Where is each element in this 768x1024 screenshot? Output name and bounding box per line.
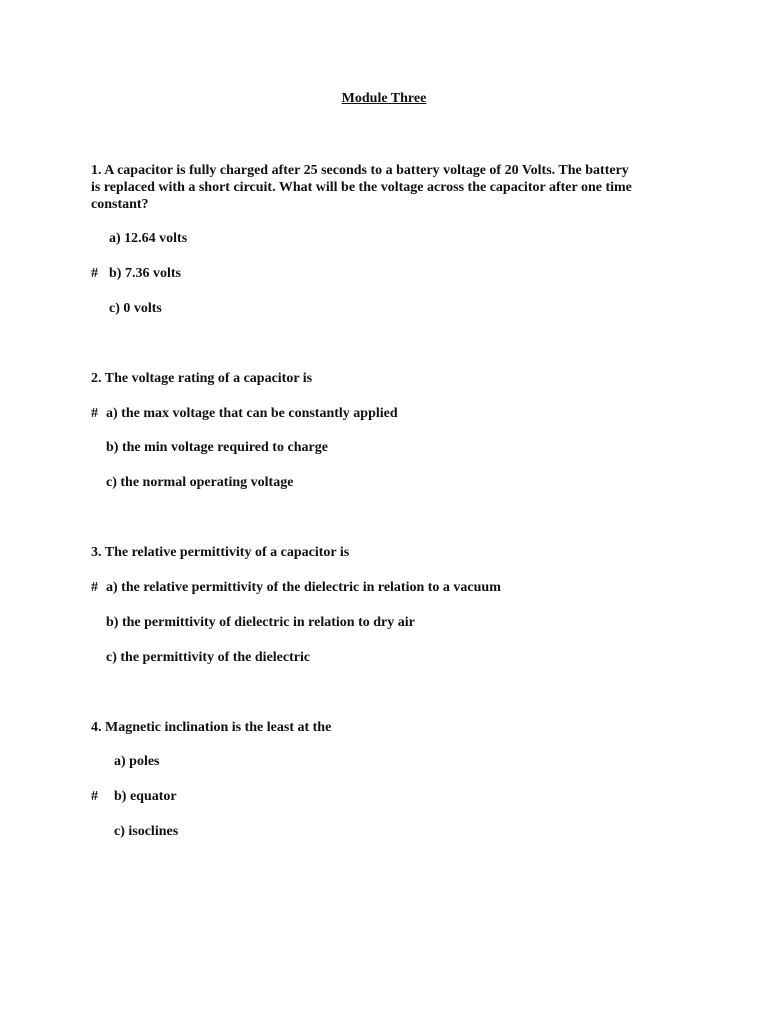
question-1-line-2: is replaced with a short circuit. What will be the voltage across the capacitor after one time xyxy=(91,180,632,195)
question-2-line-1: 2. The voltage rating of a capacitor is xyxy=(91,371,313,386)
correct-answer-marker: # xyxy=(91,789,98,804)
correct-answer-marker: # xyxy=(91,406,98,421)
question-4-line-1: 4. Magnetic inclination is the least at the xyxy=(91,720,332,735)
question-3-option-a: a) the relative permittivity of the dielectric in relation to a vacuum xyxy=(106,580,501,595)
question-3-line-1: 3. The relative permittivity of a capacitor is xyxy=(91,545,350,560)
question-1-line-3: constant? xyxy=(91,197,149,212)
page-title: Module Three xyxy=(341,91,427,106)
question-1-option-b: b) 7.36 volts xyxy=(109,266,181,281)
question-3-option-c: c) the permittivity of the dielectric xyxy=(106,650,311,665)
question-4-option-a: a) poles xyxy=(114,754,160,769)
question-2-option-c: c) the normal operating voltage xyxy=(106,475,294,490)
question-2-option-b: b) the min voltage required to charge xyxy=(106,440,328,455)
correct-answer-marker: # xyxy=(91,266,98,281)
question-1-option-c: c) 0 volts xyxy=(109,301,162,316)
question-4-option-c: c) isoclines xyxy=(114,824,179,839)
correct-answer-marker: # xyxy=(91,580,98,595)
question-4-option-b: b) equator xyxy=(114,789,177,804)
question-1-line-1: 1. A capacitor is fully charged after 25 seconds to a battery voltage of 20 Volts. The battery xyxy=(91,163,629,178)
question-3-option-b: b) the permittivity of dielectric in relation to dry air xyxy=(106,615,415,630)
question-2-option-a: a) the max voltage that can be constantly applied xyxy=(106,406,398,421)
question-1-option-a: a) 12.64 volts xyxy=(109,231,188,246)
